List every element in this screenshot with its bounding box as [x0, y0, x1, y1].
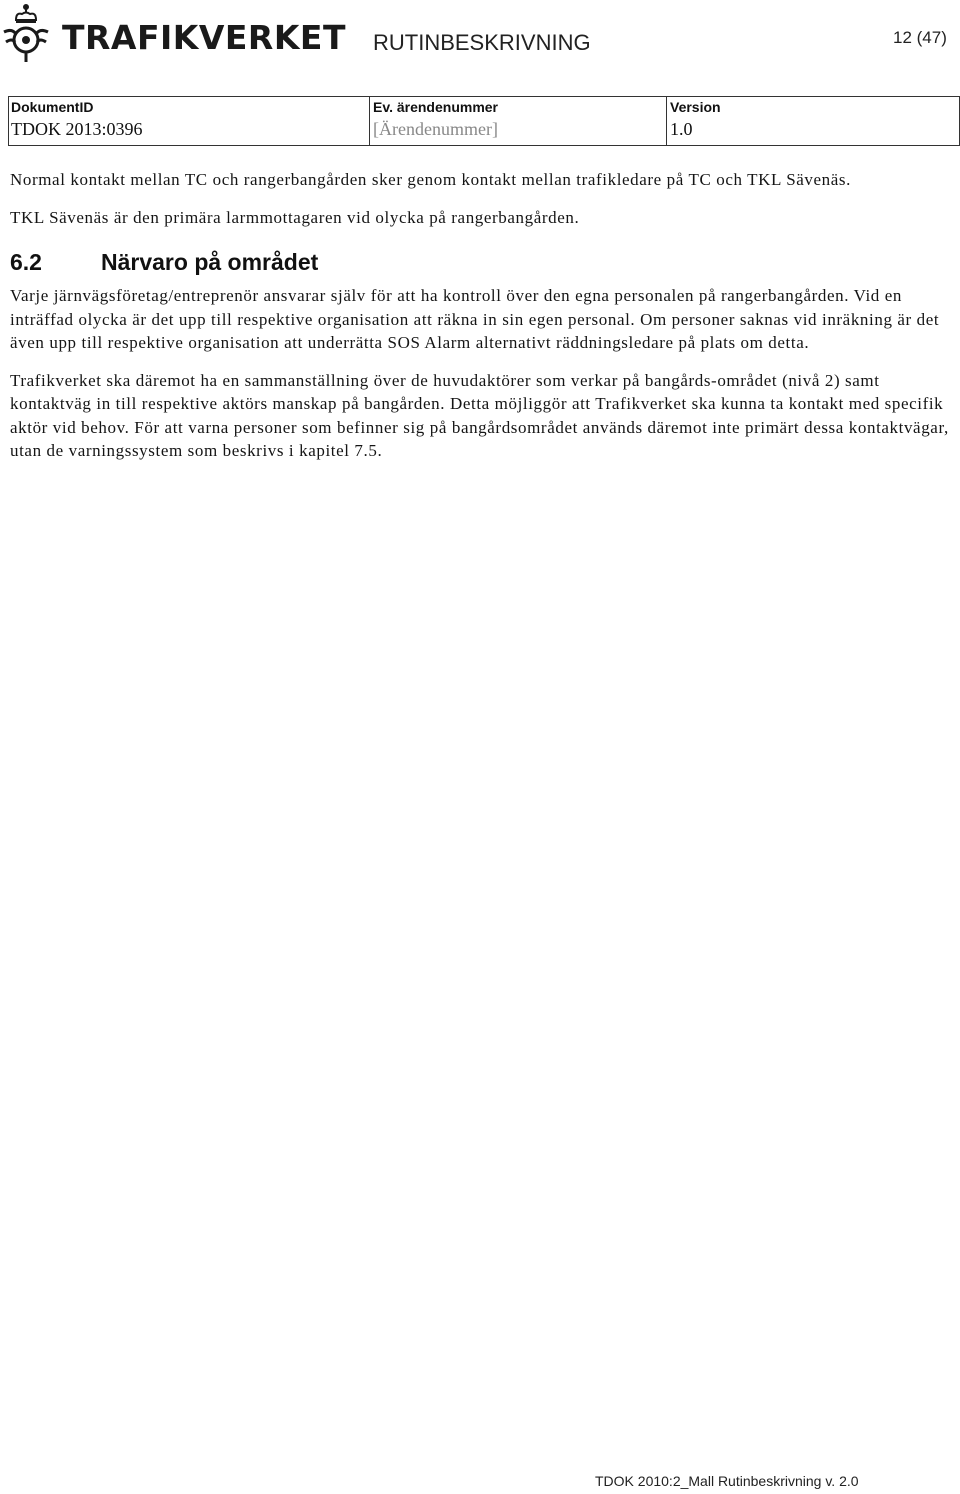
document-body [10, 168, 950, 463]
meta-label-dokument-id: DokumentID [11, 99, 94, 115]
footer-template-label: TDOK 2010:2_Mall Rutinbeskrivning v. 2.0 [595, 1473, 859, 1489]
document-meta-table [8, 96, 960, 146]
document-type-title: RUTINBESKRIVNING [373, 30, 591, 55]
meta-label-version: Version [670, 99, 721, 115]
trafikverket-logo [2, 2, 346, 64]
meta-cell-dokument-id [9, 97, 363, 145]
paragraph-normal-kontakt: Normal kontakt mellan TC och rangerbangården sker genom kontakt mellan trafikledare på TC och TKL Sävenäs. [10, 170, 851, 189]
meta-label-arendenummer: Ev. ärendenummer [373, 99, 499, 115]
meta-value-version: 1.0 [670, 119, 693, 139]
meta-value-dokument-id: TDOK 2013:0396 [11, 119, 143, 139]
paragraph-ansvar: Varje järnvägsföretag/entreprenör ansvarar själv för att ha kontroll över den egna personalen på rangerbangården. Vid en inträffad olycka är det upp till respektive organisation att räkna in sin egen personal. Om personer saknas vid inräkning är det även upp till respektive organisation att underrätta SOS Alarm alternativt räddningsledare på plats om detta. [10, 286, 940, 352]
section-title: Närvaro på området [101, 249, 319, 275]
meta-cell-arendenummer [371, 97, 661, 145]
meta-divider [369, 97, 370, 145]
section-number: 6.2 [10, 249, 42, 275]
crown-emblem-icon [2, 2, 50, 64]
meta-value-arendenummer: [Ärendenummer] [373, 119, 498, 139]
meta-cell-version [668, 97, 956, 145]
paragraph-larmmottagare: TKL Sävenäs är den primära larmmottagaren vid olycka på rangerbangården. [10, 207, 580, 227]
section-heading [10, 249, 950, 276]
paragraph-sammanstallning: Trafikverket ska däremot ha en sammanställning över de huvudaktörer som verkar på bangårds-området (nivå 2) samt kontaktväg in till respektive aktörs manskap på bangården. Detta möjliggör att Trafikverket ska kunna ta kontakt med specifik aktör vid behov. För att varna personer som befinner sig på bangårdsområdet används däremot inte primärt dessa kontaktvägar, utan de varningssystem som beskrivs i kapitel 7.5. [10, 370, 949, 460]
page-number: 12 (47) [893, 28, 947, 47]
meta-divider [666, 97, 667, 145]
brand-wordmark: TRAFIKVERKET [62, 18, 346, 57]
